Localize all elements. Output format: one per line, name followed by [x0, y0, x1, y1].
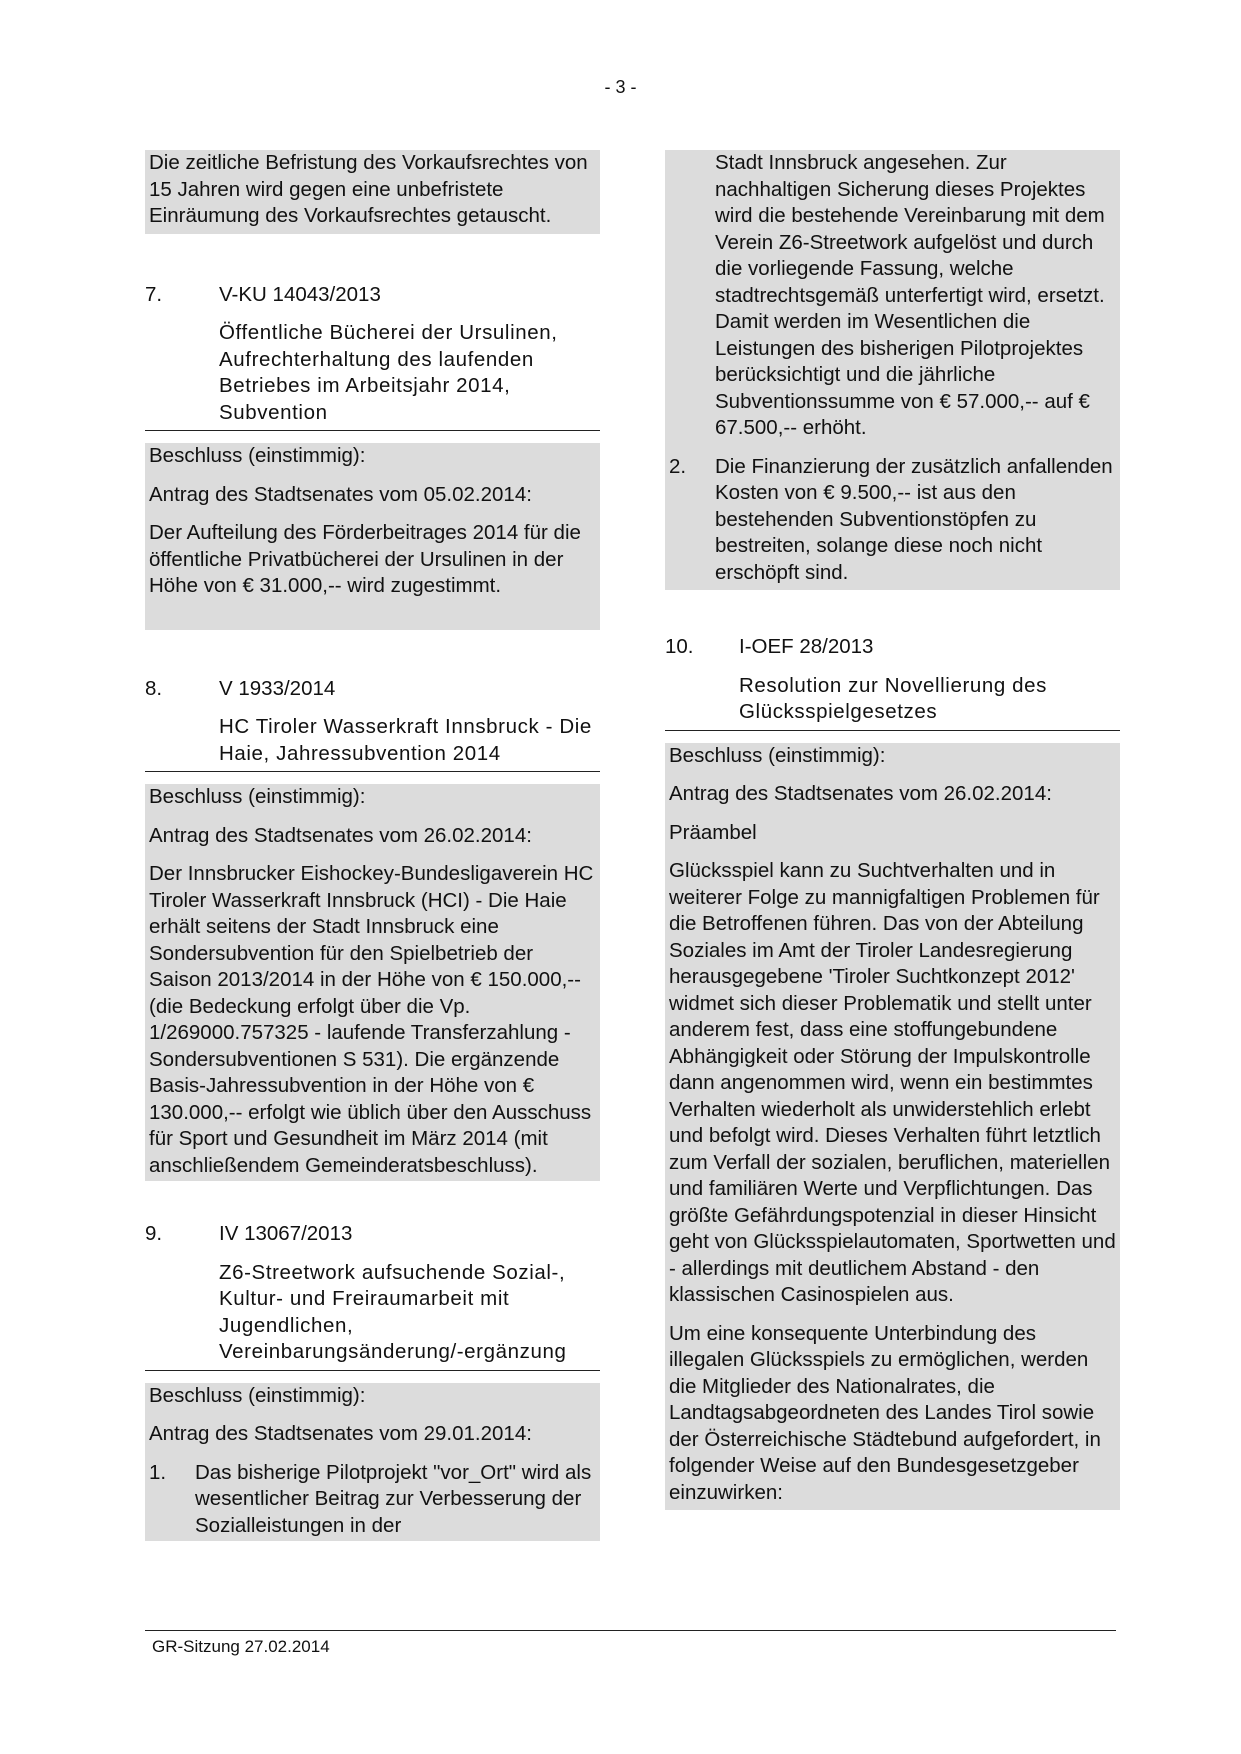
- decision-label: Beschluss (einstimmig):: [149, 1383, 366, 1407]
- divider: [145, 430, 600, 431]
- item-title: Z6-Streetwork aufsuchende Sozial-, Kultur- und Freiraumarbeit mit Jugendlichen, Vereinbarungsänderung/-ergänzung: [219, 1260, 567, 1363]
- item-10-decision: [665, 743, 1120, 1511]
- item-9-heading: [145, 1221, 600, 1248]
- point-text: Das bisherige Pilotprojekt "vor_Ort" wird als wesentlicher Beitrag zur Verbesserung der Sozialleistungen in der: [195, 1460, 592, 1537]
- intro-block: [145, 150, 600, 234]
- item-title: Resolution zur Novellierung des Glücksspielgesetzes: [739, 673, 1048, 723]
- footer-divider: [145, 1630, 1116, 1631]
- item-code: V-KU 14043/2013: [219, 282, 381, 306]
- footer-text: GR-Sitzung 27.02.2014: [152, 1637, 330, 1656]
- resolution-text: Um eine konsequente Unterbindung des illegalen Glücksspiels zu ermöglichen, werden die Mitglieder des Nationalrates, die Landtagsabgeordneten des Landes Tirol sowie der Österreichische Städtebund aufgefordert, in folgender Weise auf den Bundesgesetzgeber einzuwirken:: [669, 1321, 1101, 1504]
- numbered-point-continued: [669, 150, 1116, 442]
- item-code: I-OEF 28/2013: [739, 635, 874, 658]
- decision-label: Beschluss (einstimmig):: [669, 743, 886, 767]
- item-8-decision: [145, 784, 600, 1181]
- decision-text: Der Innsbrucker Eishockey-Bundesligaverein HC Tiroler Wasserkraft Innsbruck (HCI) - Die Haie erhält seitens der Stadt Innsbruck eine Sondersubvention für den Spielbetrieb der Saison 2013/2014 in der Höhe von € 150.000,-- (die Bedeckung erfolgt über die Vp. 1/269000.757325 - laufende Transferzahlung - Sondersubventionen S 531). Die ergänzende Basis-Jahressubvention in der Höhe von € 130.000,-- erfolgt wie üblich über den Ausschuss für Sport und Gesundheit im März 2014 (mit anschließendem Gemeinderatsbeschluss).: [149, 862, 594, 1177]
- left-column: [145, 150, 600, 1541]
- divider: [145, 771, 600, 772]
- decision-label: Beschluss (einstimmig):: [149, 785, 366, 808]
- right-column: [665, 150, 1120, 1510]
- point-number: 2.: [669, 454, 687, 478]
- divider: [665, 730, 1120, 731]
- decision-text: Der Aufteilung des Förderbeitrages 2014 für die öffentliche Privatbücherei der Ursulinen in der Höhe von € 31.000,-- wird zugestimmt.: [149, 521, 581, 597]
- preamble-text: Glücksspiel kann zu Suchtverhalten und in weiterer Folge zu mannigfaltigen Problemen für die Betroffenen führen. Das von der Abteilung Soziales im Amt der Tiroler Landesregierung herausgegebene 'Tiroler Suchtkonzept 2012' widmet sich dieser Problematik und stellt unter anderem fest, dass eine stoffungebundene Abhängigkeit oder Störung der Impulskontrolle dann angenommen wird, wenn ein bestimmtes Verhalten wiederholt als unwiderstehlich erlebt und befolgt wird. Dieses Verhalten führt letztlich zum Verfall der sozialen, beruflichen, materiellen und familiären Werte und Verpflichtungen. Das größte Gefährdungspotenzial in dieser Hinsicht geht von Glücksspielautomaten, Sportwetten und - allerdings mit deutlichem Abstand - den klassischen Casinospielen aus.: [669, 859, 1116, 1306]
- item-number: 9.: [145, 1222, 163, 1245]
- motion-label: Antrag des Stadtsenates vom 26.02.2014:: [149, 823, 532, 847]
- motion-label: Antrag des Stadtsenates vom 05.02.2014:: [149, 482, 532, 506]
- motion-label: Antrag des Stadtsenates vom 26.02.2014:: [669, 782, 1052, 805]
- intro-text: Die zeitliche Befristung des Vorkaufsrechtes von 15 Jahren wird gegen eine unbefristete Einräumung des Vorkaufsrechtes getauscht.: [149, 151, 588, 227]
- item-9-continued: [665, 150, 1120, 590]
- item-title: Öffentliche Bücherei der Ursulinen, Aufrechterhaltung des laufenden Betriebes im Arbeitsjahr 2014, Subvention: [219, 321, 558, 424]
- point-text: Stadt Innsbruck angesehen. Zur nachhaltigen Sicherung dieses Projektes wird die bestehende Vereinbarung mit dem Verein Z6-Streetwork aufgelöst und durch die vorliegende Fassung, welche stadtrechtsgemäß unterfertigt wird, ersetzt. Damit werden im Wesentlichen die Leistungen des bisherigen Pilotprojektes berücksichtigt und die jährliche Subventionssumme von € 57.000,-- auf € 67.500,-- erhöht.: [715, 151, 1105, 439]
- page-number: - 3 -: [604, 77, 637, 97]
- item-number: 8.: [145, 676, 163, 700]
- decision-label: Beschluss (einstimmig):: [149, 444, 366, 467]
- item-number: 10.: [665, 635, 694, 658]
- divider: [145, 1370, 600, 1371]
- item-10-heading: [665, 634, 1120, 661]
- item-7-heading: [145, 282, 600, 309]
- item-number: 7.: [145, 282, 163, 306]
- numbered-point: [149, 1460, 596, 1540]
- item-8-heading: [145, 676, 600, 703]
- item-code: IV 13067/2013: [219, 1222, 353, 1245]
- point-text: Die Finanzierung der zusätzlich anfallenden Kosten von € 9.500,-- ist aus den bestehenden Subventionstöpfen zu bestreiten, solange diese noch nicht erschöpft sind.: [715, 454, 1113, 584]
- preamble-label: Präambel: [669, 820, 757, 844]
- point-number: 1.: [149, 1460, 167, 1484]
- item-title: HC Tiroler Wasserkraft Innsbruck - Die Haie, Jahressubvention 2014: [219, 715, 592, 765]
- item-7-decision: [145, 443, 600, 630]
- item-9-decision: [145, 1383, 600, 1542]
- motion-label: Antrag des Stadtsenates vom 29.01.2014:: [149, 1422, 532, 1445]
- item-code: V 1933/2014: [219, 676, 336, 700]
- numbered-point: [669, 454, 1116, 587]
